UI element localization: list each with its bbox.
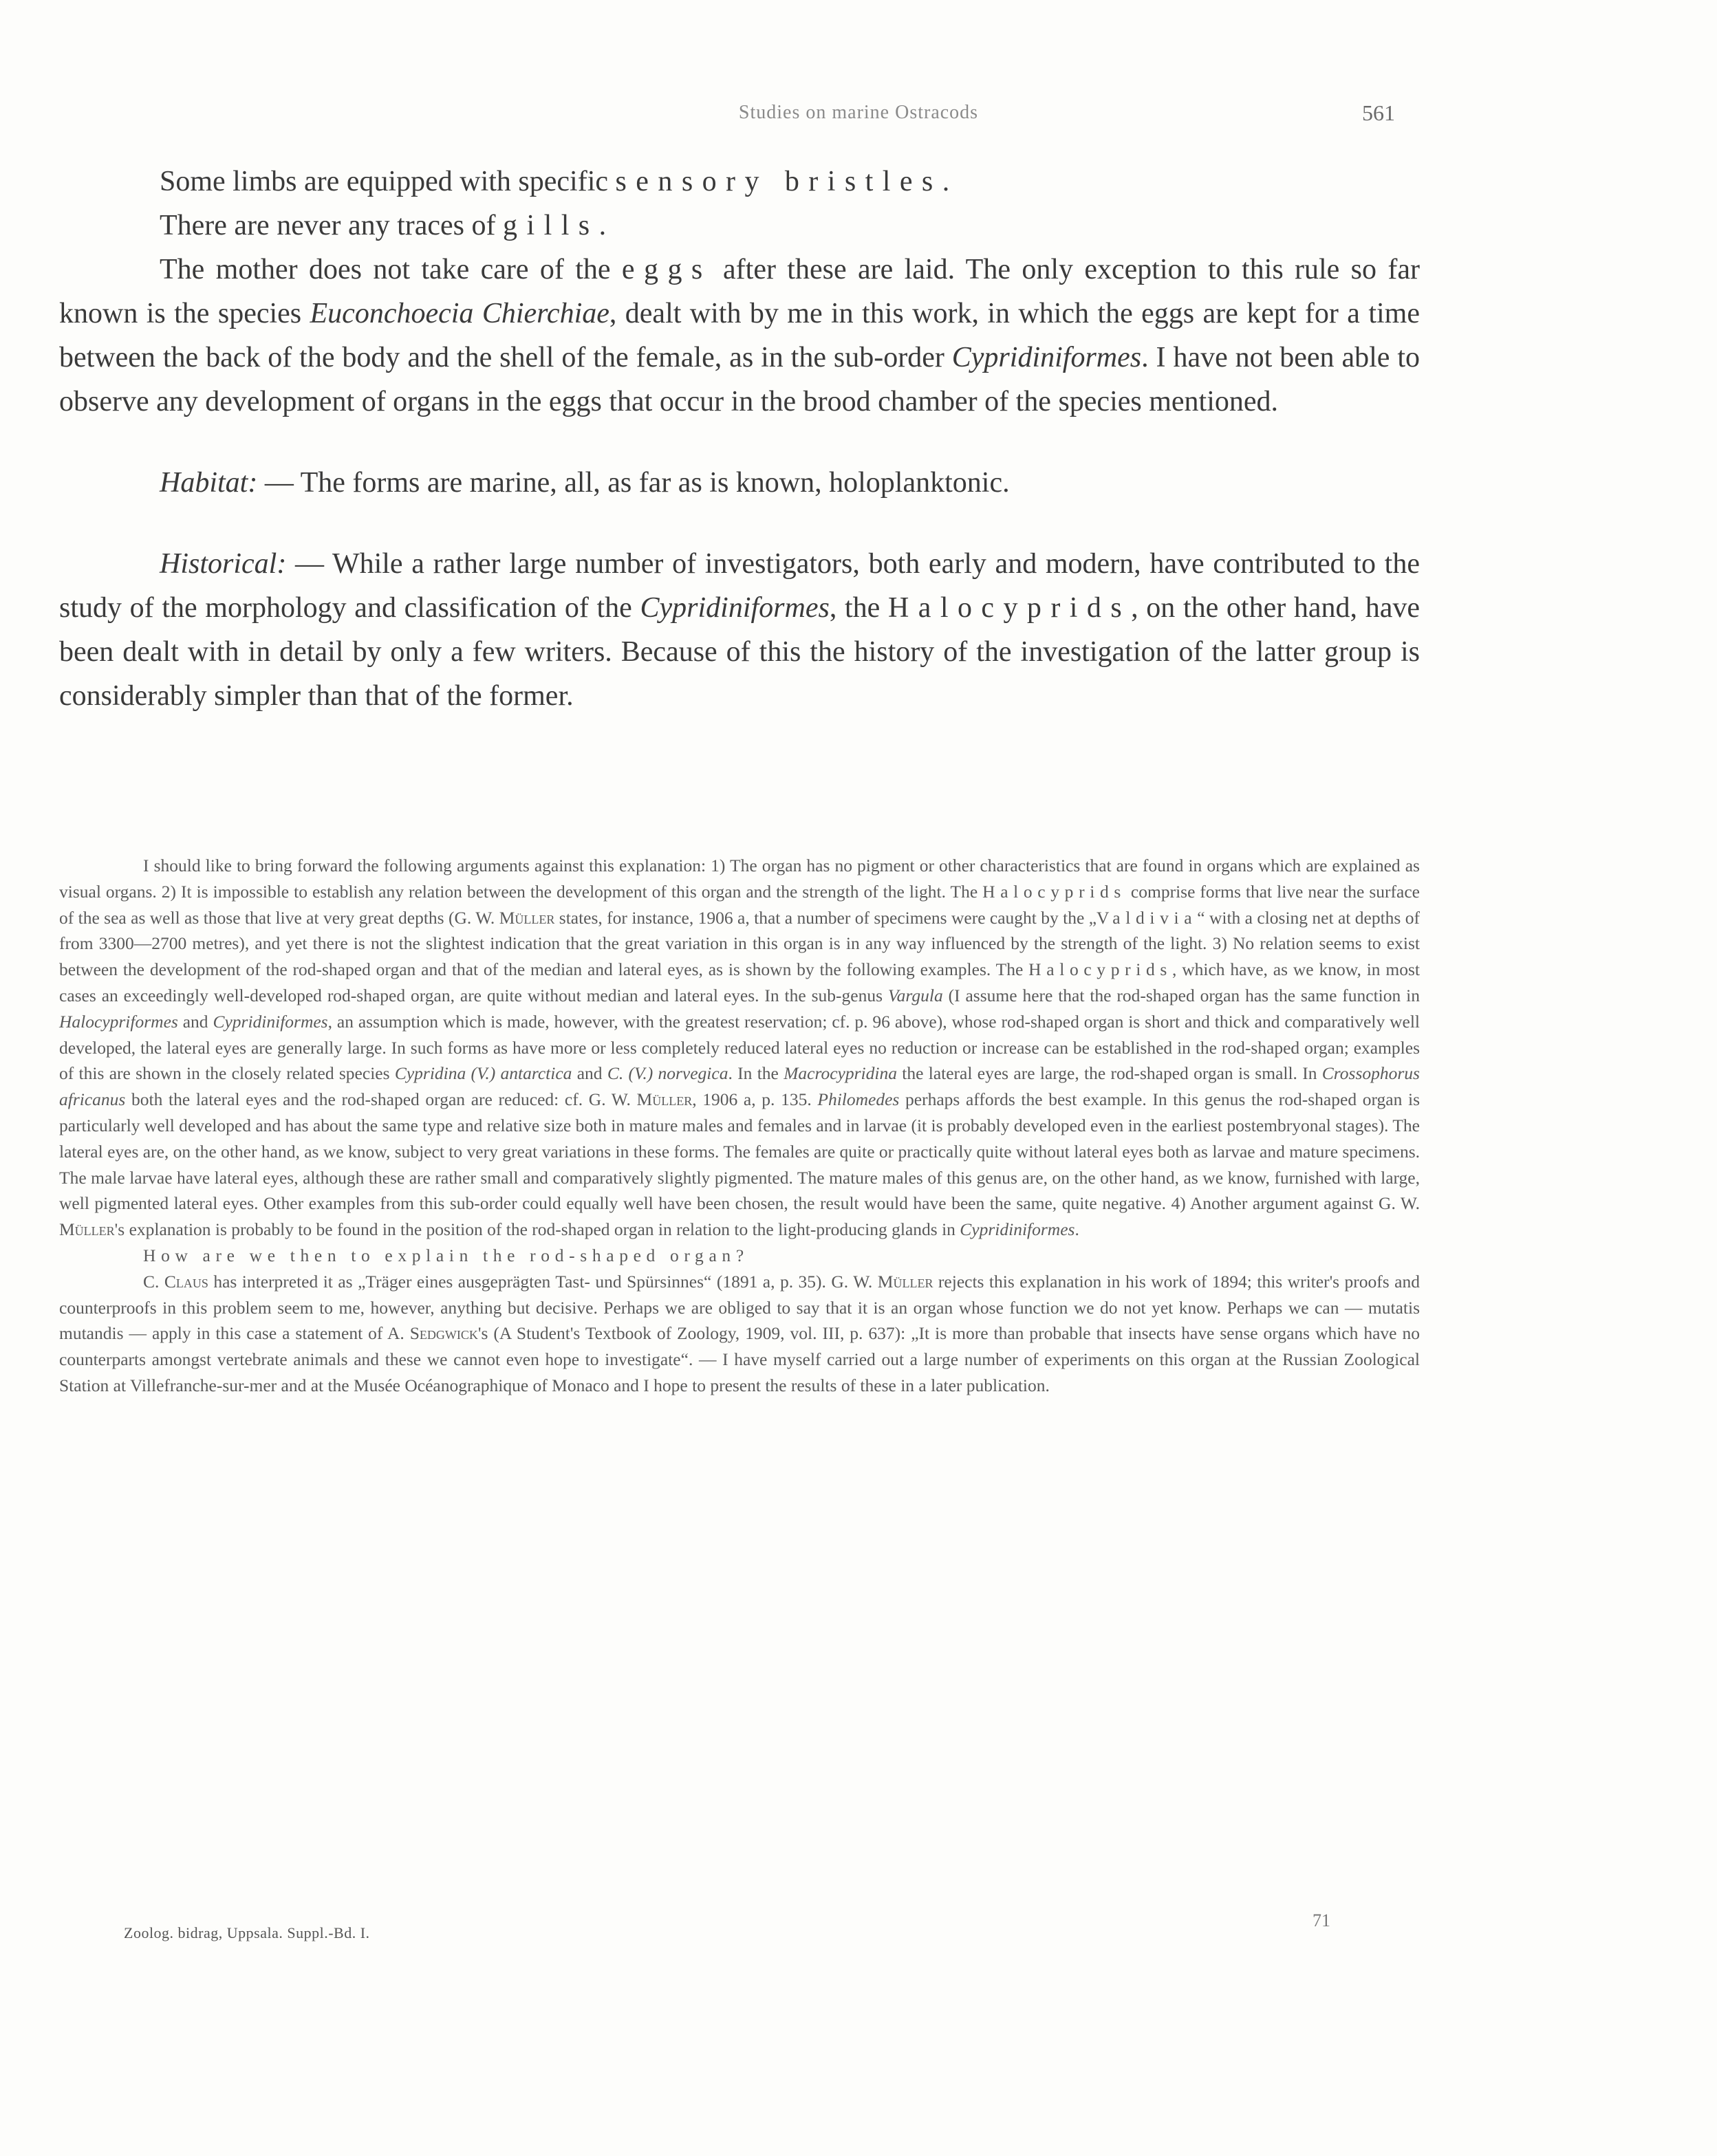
paragraph-eggs: [59, 248, 1420, 424]
text: rejects this explanation in his work of 1894; this writer's proofs and counterproofs in this problem seem to me, however, anything but decisive. Perhaps we are obliged to say that it is an organ whose function we do not yet know. Perhaps we can — mutatis mutandis — apply in this case a statement of A.: [59, 1271, 1420, 1344]
order-name: Cypridiniformes: [213, 1011, 328, 1032]
author-name: Müller: [59, 1219, 115, 1240]
text: Some limbs are equipped with specific: [160, 166, 616, 197]
text: and: [177, 1011, 213, 1032]
ship-name: Valdivia: [1097, 907, 1198, 928]
text: — The forms are marine, all, as far as is known, holoplanktonic.: [257, 467, 1010, 499]
species-name: Crossophorus africanus: [59, 1063, 1420, 1110]
spaced-term: Halocyprids: [982, 881, 1126, 902]
text: after these are laid. The only exception to this rule so far known is the species: [59, 254, 1420, 329]
genus-name: Vargula: [887, 985, 943, 1005]
signature-mark: 71: [1313, 1910, 1330, 1930]
paragraph-sensory: [59, 160, 1420, 204]
text: . In the: [728, 1063, 784, 1084]
order-name: Halocypriformes: [59, 1011, 178, 1032]
text: comprise forms that live near the surface of the sea as well as those that live at very great depths (G. W.: [59, 881, 1420, 928]
spaced-term: sensory bristles: [615, 166, 942, 197]
text: I should like to bring forward the following arguments against this explanation: 1) The organ has no pigment or other characteristics that are found in organs which are explained as visual organs. 2) It is impossible to establish any relation between the development of this organ and the strength of the light. The: [59, 856, 1420, 902]
spaced-term: eggs: [621, 254, 712, 285]
paragraph-gills: [59, 204, 1420, 248]
text: , an assumption which is made, however, with the greatest reservation; cf. p. 96 above), whose rod-shaped organ is short and thick and comparatively well developed, the lateral eyes are generally large. In such forms as have more or less completely reduced lateral eyes no reduction or increase can be established in the rod-shaped organ; examples of this are shown in the closely related species: [59, 1011, 1420, 1084]
main-text: [59, 160, 1420, 718]
footnote-block: [59, 853, 1420, 1399]
author-name: Müller: [636, 1089, 693, 1110]
text: states, for instance, 1906 a, that a number of specimens were caught by the „: [554, 907, 1097, 928]
text: 's explanation is probably to be found in the position of the rod-shaped organ in relation to the light-producing glands in: [114, 1219, 960, 1240]
text: , the: [829, 592, 888, 624]
text: , which have, as we know, in most cases an exceedingly well-developed rod-shaped organ, are quite without median and lateral eyes. In the sub-genus: [59, 959, 1420, 1005]
text: The mother does not take care of the: [160, 254, 622, 285]
text: , on the other hand, have been dealt with in detail by only a few writers. Because of this the history of the investigation of the latter group is considerably simpler than that of the former.: [59, 592, 1420, 712]
text: .: [1075, 1219, 1079, 1240]
text: (I assume here that the rod-shaped organ has the same function in: [942, 985, 1420, 1005]
text: “ with a closing net at depths of from 3300—2700 metres), and yet there is not the slightest indication that the great variation in this organ is in any way influenced by the strength of the light. 3) No relation seems to exist between the development of the rod-shaped organ and that of the median and lateral eyes, as is shown by the following examples. The: [59, 907, 1420, 980]
footnote-claus: [59, 1269, 1420, 1399]
page-number: 561: [1362, 100, 1395, 125]
species-name: Euconchoecia Chierchiae: [310, 298, 609, 329]
paragraph-habitat: [59, 461, 1420, 505]
historical-label: Historical:: [160, 548, 287, 580]
habitat-label: Habitat:: [160, 467, 258, 499]
species-name: C. (V.) norvegica: [607, 1063, 728, 1084]
order-name: Cypridiniformes: [960, 1219, 1075, 1240]
journal-footer: Zoolog. bidrag, Uppsala. Suppl.-Bd. I.: [124, 1924, 370, 1941]
genus-name: Macrocypridina: [784, 1063, 897, 1084]
text: — While a rather large number of investigators, both early and modern, have contributed to the study of the morphology and classification of the: [59, 548, 1420, 624]
text: . I have not been able to observe any development of organs in the eggs that occur in the brood chamber of the species mentioned.: [59, 342, 1420, 417]
text: C.: [143, 1271, 164, 1292]
text: There are never any traces of: [160, 210, 504, 241]
text: 's (A Student's Textbook of Zoology, 1909, vol. III, p. 637): „It is more than probable that insects have sense organs which have no counterparts amongst vertebrate animals and these we cannot even hope to investigate“. — I have myself carried out a large number of experiments on this organ at the Russian Zoological Station at Villefranche-sur-mer and at the Musée Océanographique of Monaco and I hope to present the results of these in a later publication.: [59, 1323, 1420, 1395]
text: has interpreted it as „Träger eines ausgeprägten Tast- und Spürsinnes“ (1891 a, p. 35). G. W.: [208, 1271, 878, 1292]
text: and: [572, 1063, 607, 1084]
text: , 1906 a, p. 135.: [692, 1089, 818, 1110]
author-name: Sedgwick: [409, 1323, 478, 1344]
author-name: Müller: [877, 1271, 933, 1292]
text: .: [942, 166, 950, 197]
author-name: Claus: [164, 1271, 208, 1292]
text: .: [598, 210, 607, 241]
text: , dealt with by me in this work, in which the eggs are kept for a time between the back of the body and the shell of the female, as in the sub-order: [59, 298, 1420, 373]
author-name: Müller: [499, 907, 555, 928]
text: perhaps affords the best example. In this genus the rod-shaped organ is particularly well developed and has about the same type and relative size both in mature males and females and in larvae (it is probably developed even in the earliest postembryonal stages). The lateral eyes are, on the other hand, as we know, subject to very great variations in these forms. The females are quite or practically quite without lateral eyes both as larvae and mature specimens. The male larvae have lateral eyes, although these are rather small and comparatively slightly pigmented. The mature males of this genus are, on the other hand, as we know, furnished with large, well pigmented lateral eyes. Other examples from this sub-order could equally well have been chosen, the result would have been the same, quite negative. 4) Another argument against G. W.: [59, 1089, 1421, 1214]
running-title: Studies on marine Ostracods: [738, 102, 979, 123]
order-name: Cypridiniformes: [640, 592, 830, 624]
text: both the lateral eyes and the rod-shaped organ are reduced: cf. G. W.: [125, 1089, 637, 1110]
spaced-term: Halocyprids: [1028, 959, 1172, 980]
species-name: Cypridina (V.) antarctica: [394, 1063, 572, 1084]
footnote-arguments: [59, 853, 1420, 1243]
paragraph-historical: [59, 542, 1420, 718]
text: the lateral eyes are large, the rod-shaped organ is small. In: [896, 1063, 1322, 1084]
genus-name: Philomedes: [817, 1089, 900, 1110]
spaced-term: gills: [503, 210, 599, 241]
spaced-term: Halocyprids: [888, 592, 1132, 624]
footnote-question: How are we then to explain the rod-shaped organ?: [143, 1245, 749, 1265]
order-name: Cypridiniformes: [951, 342, 1142, 373]
